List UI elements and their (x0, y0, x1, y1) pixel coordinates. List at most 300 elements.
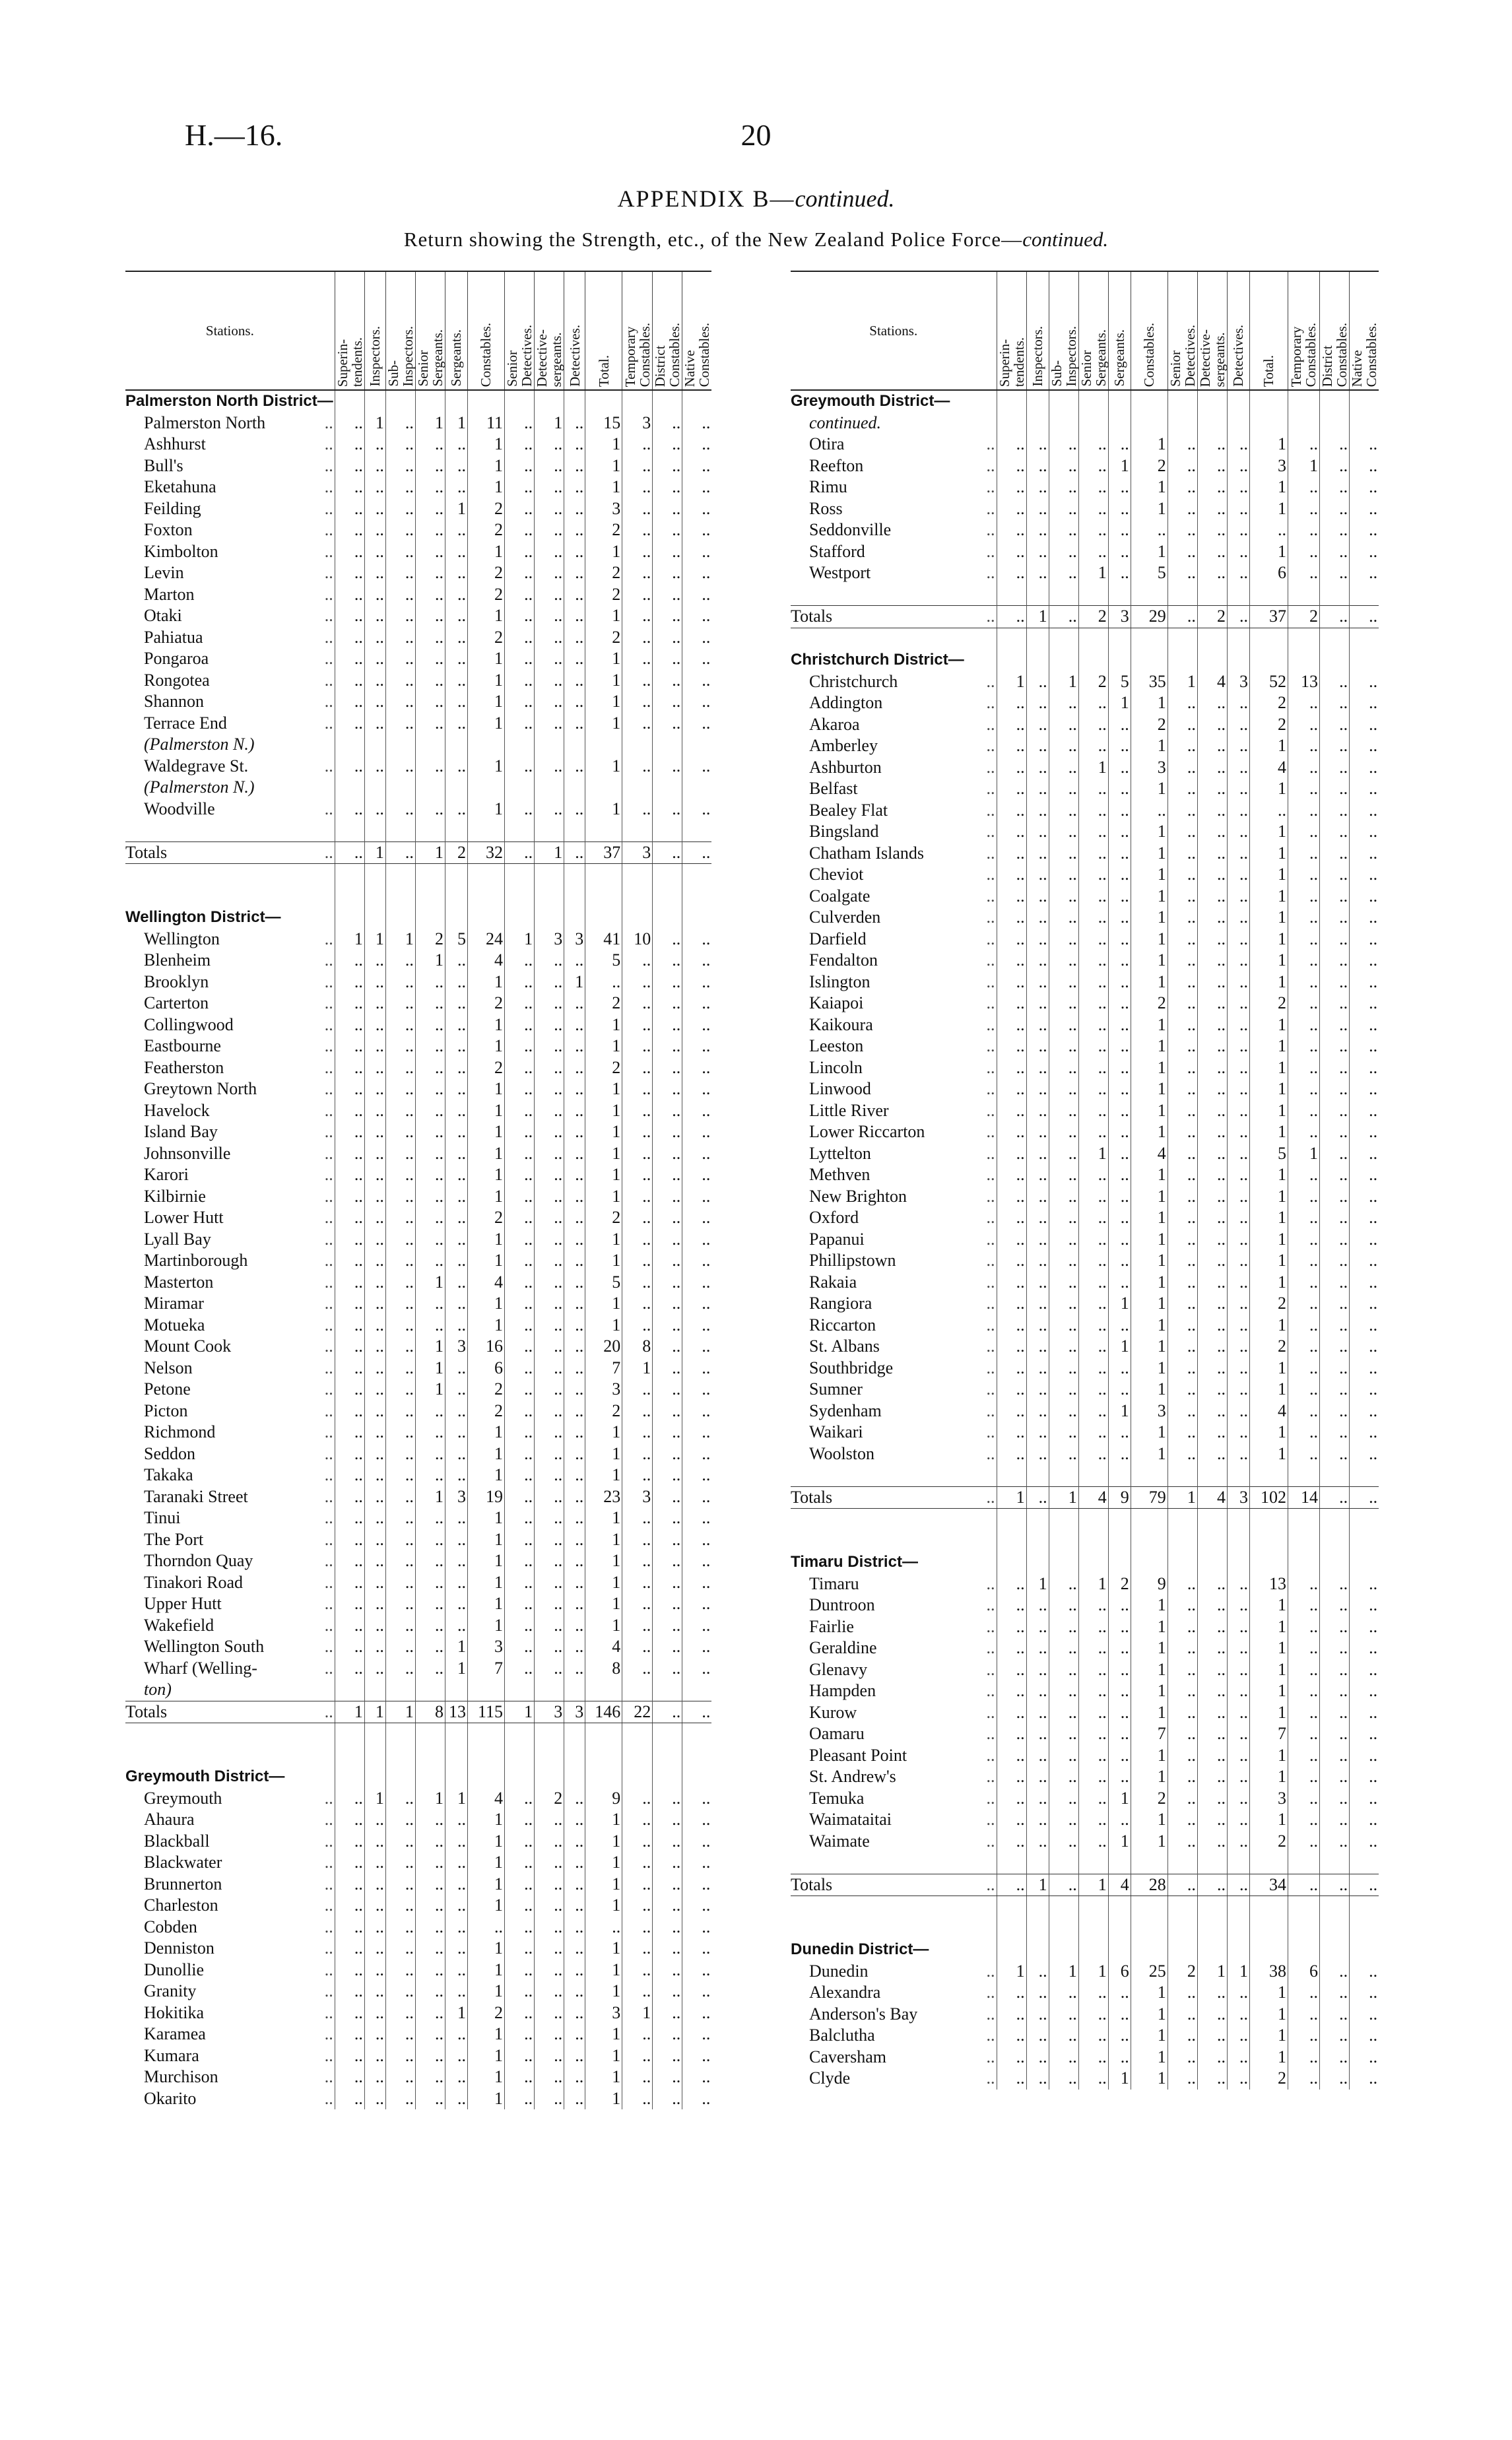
station-name-cell (791, 692, 997, 714)
count-cell: .. (415, 993, 445, 1014)
station-row (791, 929, 1379, 950)
count-cell: .. (385, 799, 415, 820)
count-cell: .. (653, 562, 682, 584)
station-name: Sydenham (809, 1401, 882, 1420)
count-cell: .. (445, 993, 468, 1014)
count-cell (415, 864, 445, 886)
count-cell (564, 1745, 585, 1767)
count-cell: .. (535, 1100, 564, 1122)
count-cell: .. (653, 498, 682, 520)
count-cell: .. (1026, 1293, 1049, 1315)
count-cell: .. (415, 1036, 445, 1057)
count-cell: .. (1167, 778, 1197, 800)
count-cell: .. (1167, 1874, 1197, 1896)
station-name: Balclutha (809, 2026, 875, 2045)
count-cell: .. (682, 498, 712, 520)
station-row (125, 972, 711, 993)
count-cell: .. (1108, 1422, 1131, 1443)
count-cell: .. (1078, 1723, 1108, 1745)
station-name: Rimu (809, 477, 847, 496)
count-cell: .. (622, 1938, 653, 1960)
count-cell: .. (1049, 1831, 1078, 1853)
count-cell: 1 (468, 972, 505, 993)
count-cell (585, 907, 622, 929)
count-cell (997, 390, 1026, 412)
count-cell: .. (415, 519, 445, 541)
count-cell: .. (335, 455, 364, 477)
count-cell: .. (1026, 907, 1049, 929)
count-cell: .. (1167, 1809, 1197, 1831)
count-cell: .. (1197, 1766, 1227, 1788)
count-cell: .. (535, 1658, 564, 1680)
station-name-cell (791, 757, 997, 779)
leader-dots: .. (986, 1100, 995, 1120)
count-cell: .. (335, 1960, 364, 1981)
count-cell: .. (385, 2045, 415, 2067)
count-cell (1026, 1552, 1049, 1573)
count-cell: .. (1197, 907, 1227, 929)
count-cell: .. (535, 1529, 564, 1551)
count-cell (1197, 584, 1227, 606)
count-cell (445, 734, 468, 756)
station-name-cell (125, 562, 335, 584)
leader-dots: .. (986, 972, 995, 991)
count-cell: .. (385, 1315, 415, 1336)
count-cell: .. (1350, 2025, 1379, 2047)
count-cell: .. (564, 648, 585, 670)
count-cell (1108, 1918, 1131, 1940)
count-cell: .. (622, 1636, 653, 1658)
station-name: Stafford (809, 541, 865, 561)
count-cell: 1 (1249, 1809, 1288, 1831)
count-cell: .. (364, 519, 385, 541)
leader-dots: .. (324, 563, 333, 582)
station-name: Wakefield (144, 1615, 214, 1635)
station-row (125, 498, 711, 520)
spacer-row (791, 628, 1379, 649)
count-cell: .. (653, 1293, 682, 1315)
count-cell: .. (997, 519, 1026, 541)
count-cell: 1 (468, 2088, 505, 2110)
count-cell (622, 777, 653, 799)
station-name-cell (125, 1701, 335, 1723)
station-name-cell (791, 2004, 997, 2026)
column-header (1350, 271, 1379, 390)
count-cell: .. (505, 2066, 535, 2088)
count-cell: .. (385, 1036, 415, 1057)
count-cell: .. (445, 2045, 468, 2067)
count-cell: .. (1288, 1443, 1319, 1465)
count-cell: .. (564, 1788, 585, 1810)
count-cell (415, 820, 445, 841)
station-name: Collingwood (144, 1014, 234, 1034)
count-cell: .. (535, 2045, 564, 2067)
count-cell: .. (564, 1164, 585, 1186)
subtitle-continued: continued. (1022, 228, 1109, 251)
count-cell: 3 (468, 1636, 505, 1658)
count-cell: .. (997, 1680, 1026, 1702)
count-cell: .. (364, 1529, 385, 1551)
count-cell (1249, 390, 1288, 412)
count-cell (997, 1552, 1026, 1573)
count-cell: .. (1026, 950, 1049, 972)
count-cell: .. (535, 1186, 564, 1208)
station-name-cell (791, 1788, 997, 1810)
station-row (791, 1036, 1379, 1057)
column-header-label: Sub- Inspectors. (385, 326, 416, 387)
count-cell: .. (445, 1852, 468, 1874)
station-name: Otaki (144, 606, 182, 625)
count-cell: .. (1167, 1702, 1197, 1724)
count-cell: .. (564, 1422, 585, 1443)
count-cell: 5 (1131, 562, 1167, 584)
count-cell (1108, 1465, 1131, 1486)
count-cell: 1 (1131, 1250, 1167, 1272)
station-name: Granity (144, 1981, 197, 2000)
leader-dots: .. (986, 950, 995, 970)
count-cell: .. (385, 1207, 415, 1229)
count-cell: .. (564, 1486, 585, 1508)
count-cell: .. (653, 1529, 682, 1551)
count-cell: .. (1319, 735, 1349, 757)
count-cell: .. (1167, 1723, 1197, 1745)
count-cell: .. (1319, 2025, 1349, 2047)
count-cell: .. (445, 1572, 468, 1594)
station-row (125, 1960, 711, 1981)
station-name-cell (791, 1250, 997, 1272)
count-cell: .. (535, 1831, 564, 1853)
count-cell: .. (1350, 562, 1379, 584)
count-cell: .. (564, 1250, 585, 1272)
count-cell: .. (682, 1981, 712, 2002)
count-cell: .. (445, 1831, 468, 1853)
station-name-cell (791, 2068, 997, 2090)
count-cell: .. (1026, 1616, 1049, 1638)
count-cell: .. (1049, 1616, 1078, 1638)
count-cell: .. (364, 756, 385, 777)
count-cell: .. (1350, 950, 1379, 972)
count-cell: .. (1227, 735, 1249, 757)
count-cell (445, 1679, 468, 1701)
count-cell (468, 1723, 505, 1745)
count-cell: .. (385, 1014, 415, 1036)
count-cell: .. (1350, 519, 1379, 541)
station-row (125, 1636, 711, 1658)
count-cell: .. (1350, 1659, 1379, 1681)
station-name: Denniston (144, 1938, 214, 1958)
column-header-label: Temporary Constables. (622, 322, 653, 387)
count-cell: 20 (585, 1336, 622, 1358)
station-name: Islington (809, 972, 871, 991)
station-row (125, 1186, 711, 1208)
count-cell: .. (415, 1057, 445, 1079)
count-cell (1026, 584, 1049, 606)
count-cell: .. (682, 1507, 712, 1529)
count-cell: .. (1026, 821, 1049, 843)
count-cell: .. (1049, 843, 1078, 865)
column-header-label: District Constables. (652, 322, 683, 387)
count-cell: .. (1197, 1207, 1227, 1229)
station-name: Seddonville (809, 520, 892, 539)
count-cell: .. (1319, 1336, 1349, 1358)
count-cell (622, 1745, 653, 1767)
station-name-cell (791, 628, 997, 649)
count-cell: .. (1026, 1315, 1049, 1336)
count-cell: 6 (1288, 1961, 1319, 1983)
count-cell (468, 1766, 505, 1788)
count-cell: .. (997, 1788, 1026, 1810)
count-cell (468, 777, 505, 799)
count-cell: .. (415, 605, 445, 627)
count-cell: 1 (1131, 1766, 1167, 1788)
column-header (385, 271, 415, 390)
count-cell: .. (415, 1658, 445, 1680)
station-name-cell (791, 1616, 997, 1638)
count-cell: .. (445, 756, 468, 777)
station-row (125, 1443, 711, 1465)
count-cell: .. (1288, 1723, 1319, 1745)
leader-dots: .. (324, 1336, 333, 1356)
count-cell: .. (1026, 434, 1049, 455)
count-cell: .. (682, 2002, 712, 2024)
station-name-cell (125, 1229, 335, 1251)
count-cell: .. (505, 627, 535, 649)
count-cell (335, 734, 364, 756)
count-cell: .. (653, 1143, 682, 1165)
count-cell: .. (1350, 498, 1379, 520)
count-cell (1227, 1465, 1249, 1486)
count-cell: .. (1131, 800, 1167, 822)
count-cell: .. (1078, 1186, 1108, 1208)
station-name-cell (791, 800, 997, 822)
count-cell: 1 (1131, 1616, 1167, 1638)
leader-dots: .. (986, 1702, 995, 1722)
station-row (125, 1572, 711, 1594)
count-cell: .. (1350, 1831, 1379, 1853)
count-cell: 1 (585, 1143, 622, 1165)
count-cell: .. (535, 1014, 564, 1036)
count-cell: 2 (1249, 692, 1288, 714)
count-cell: .. (535, 1874, 564, 1896)
count-cell: .. (997, 972, 1026, 993)
count-cell: 1 (1249, 1702, 1288, 1724)
count-cell: .. (1288, 1186, 1319, 1208)
station-row (791, 1100, 1379, 1122)
count-cell: .. (505, 1615, 535, 1637)
count-cell: .. (997, 2025, 1026, 2047)
station-name-cell (791, 1401, 997, 1422)
count-cell: .. (653, 1100, 682, 1122)
count-cell: .. (1288, 907, 1319, 929)
count-cell: .. (1288, 972, 1319, 993)
count-cell: .. (1167, 1336, 1197, 1358)
station-name-cell (125, 1121, 335, 1143)
count-cell: 2 (445, 841, 468, 864)
leader-dots: .. (324, 1917, 333, 1936)
station-row (791, 1573, 1379, 1595)
count-cell: .. (445, 477, 468, 498)
count-cell: .. (1197, 843, 1227, 865)
count-cell: 1 (1249, 1014, 1288, 1036)
count-cell: .. (1350, 541, 1379, 563)
station-name: ton) (144, 1680, 172, 1699)
count-cell: .. (1197, 950, 1227, 972)
count-cell: .. (1319, 1766, 1349, 1788)
count-cell: 1 (1249, 1745, 1288, 1767)
station-name: Little River (809, 1100, 889, 1120)
station-row (125, 670, 711, 692)
count-cell (1167, 649, 1197, 671)
count-cell: .. (1078, 1809, 1108, 1831)
count-cell: 1 (1108, 1401, 1131, 1422)
count-cell (1288, 1939, 1319, 1961)
count-cell: .. (997, 1143, 1026, 1165)
count-cell: .. (385, 627, 415, 649)
count-cell: .. (564, 2088, 585, 2110)
count-cell: .. (1319, 455, 1349, 477)
station-row (125, 519, 711, 541)
station-name-cell (791, 1379, 997, 1401)
count-cell: 2 (468, 1057, 505, 1079)
column-header-label: Inspectors. (1030, 326, 1046, 387)
station-name-cell (791, 886, 997, 907)
count-cell (1249, 1531, 1288, 1552)
totals-row (125, 1701, 711, 1723)
count-cell: .. (1350, 993, 1379, 1014)
count-cell: .. (415, 2066, 445, 2088)
count-cell: .. (1108, 757, 1131, 779)
station-row (125, 993, 711, 1014)
count-cell: .. (1350, 1961, 1379, 1983)
station-name: Karori (144, 1165, 189, 1184)
count-cell: .. (1049, 1272, 1078, 1294)
count-cell: 1 (1131, 1207, 1167, 1229)
count-cell: 1 (622, 1358, 653, 1379)
count-cell: .. (535, 2088, 564, 2110)
count-cell: .. (1350, 972, 1379, 993)
count-cell: .. (1026, 1379, 1049, 1401)
count-cell: .. (1026, 1982, 1049, 2004)
station-name: Charleston (144, 1896, 218, 1915)
count-cell: .. (1288, 1680, 1319, 1702)
station-row (125, 799, 711, 820)
count-cell: .. (364, 2066, 385, 2088)
count-cell: .. (682, 627, 712, 649)
station-name-cell (791, 1723, 997, 1745)
count-cell: .. (1026, 972, 1049, 993)
count-cell: .. (997, 2068, 1026, 2090)
count-cell: .. (1167, 498, 1197, 520)
leader-dots: .. (324, 670, 333, 690)
leader-dots: .. (986, 800, 995, 820)
count-cell: .. (505, 1207, 535, 1229)
count-cell: 1 (1131, 886, 1167, 907)
station-row (791, 498, 1379, 520)
count-cell: .. (1049, 886, 1078, 907)
leader-dots: .. (986, 1745, 995, 1765)
count-cell: .. (622, 1078, 653, 1100)
count-cell: .. (415, 1874, 445, 1896)
count-cell: .. (335, 1788, 364, 1810)
leader-dots: .. (986, 2026, 995, 2045)
count-cell: 1 (1249, 1637, 1288, 1659)
count-cell: .. (505, 2002, 535, 2024)
station-name-cell (791, 1207, 997, 1229)
count-cell: .. (1350, 1422, 1379, 1443)
count-cell: .. (1288, 477, 1319, 498)
count-cell: .. (1227, 1250, 1249, 1272)
count-cell: .. (1049, 800, 1078, 822)
count-cell: .. (385, 993, 415, 1014)
count-cell: 1 (585, 1831, 622, 1853)
totals-row (791, 1874, 1379, 1896)
count-cell: .. (1049, 778, 1078, 800)
count-cell: .. (364, 1164, 385, 1186)
count-cell: .. (653, 799, 682, 820)
count-cell (1078, 628, 1108, 649)
count-cell: .. (564, 1336, 585, 1358)
count-cell: .. (505, 1831, 535, 1853)
count-cell: .. (535, 1336, 564, 1358)
count-cell: .. (1288, 1573, 1319, 1595)
count-cell: .. (505, 1636, 535, 1658)
leader-dots: .. (986, 1036, 995, 1055)
count-cell: .. (1078, 1745, 1108, 1767)
count-cell: .. (385, 972, 415, 993)
column-header-label: Sergeants. (1111, 329, 1128, 387)
count-cell: .. (1288, 1100, 1319, 1122)
count-cell: .. (622, 519, 653, 541)
count-cell: .. (415, 541, 445, 563)
station-name: Richmond (144, 1422, 216, 1441)
count-cell: .. (385, 1379, 415, 1401)
count-cell: .. (1350, 1143, 1379, 1165)
count-cell: .. (1078, 1358, 1108, 1379)
count-cell: .. (1319, 950, 1349, 972)
count-cell: .. (1197, 1358, 1227, 1379)
count-cell: .. (535, 1486, 564, 1508)
leader-dots: .. (986, 2004, 995, 2024)
column-header (535, 271, 564, 390)
count-cell: .. (653, 1401, 682, 1422)
count-cell: .. (1350, 714, 1379, 736)
count-cell: 1 (585, 1593, 622, 1615)
count-cell: 1 (468, 1229, 505, 1251)
count-cell: 1 (468, 756, 505, 777)
count-cell: .. (364, 993, 385, 1014)
count-cell: 2 (585, 627, 622, 649)
count-cell: 5 (585, 950, 622, 972)
column-header (1078, 271, 1108, 390)
count-cell: .. (682, 799, 712, 820)
count-cell: .. (1288, 1874, 1319, 1896)
count-cell: .. (535, 1078, 564, 1100)
station-row (125, 950, 711, 972)
count-cell: .. (364, 1572, 385, 1594)
count-cell: .. (1167, 477, 1197, 498)
count-cell (335, 864, 364, 886)
count-cell: .. (997, 1293, 1026, 1315)
station-name: St. Albans (809, 1336, 880, 1356)
count-cell: .. (364, 477, 385, 498)
count-cell: 2 (1131, 1788, 1167, 1810)
count-cell: 2 (585, 584, 622, 606)
count-cell: .. (1167, 1100, 1197, 1122)
count-cell (1350, 1918, 1379, 1940)
count-cell: 2 (1131, 714, 1167, 736)
station-row (125, 1550, 711, 1572)
count-cell: 1 (385, 1701, 415, 1723)
